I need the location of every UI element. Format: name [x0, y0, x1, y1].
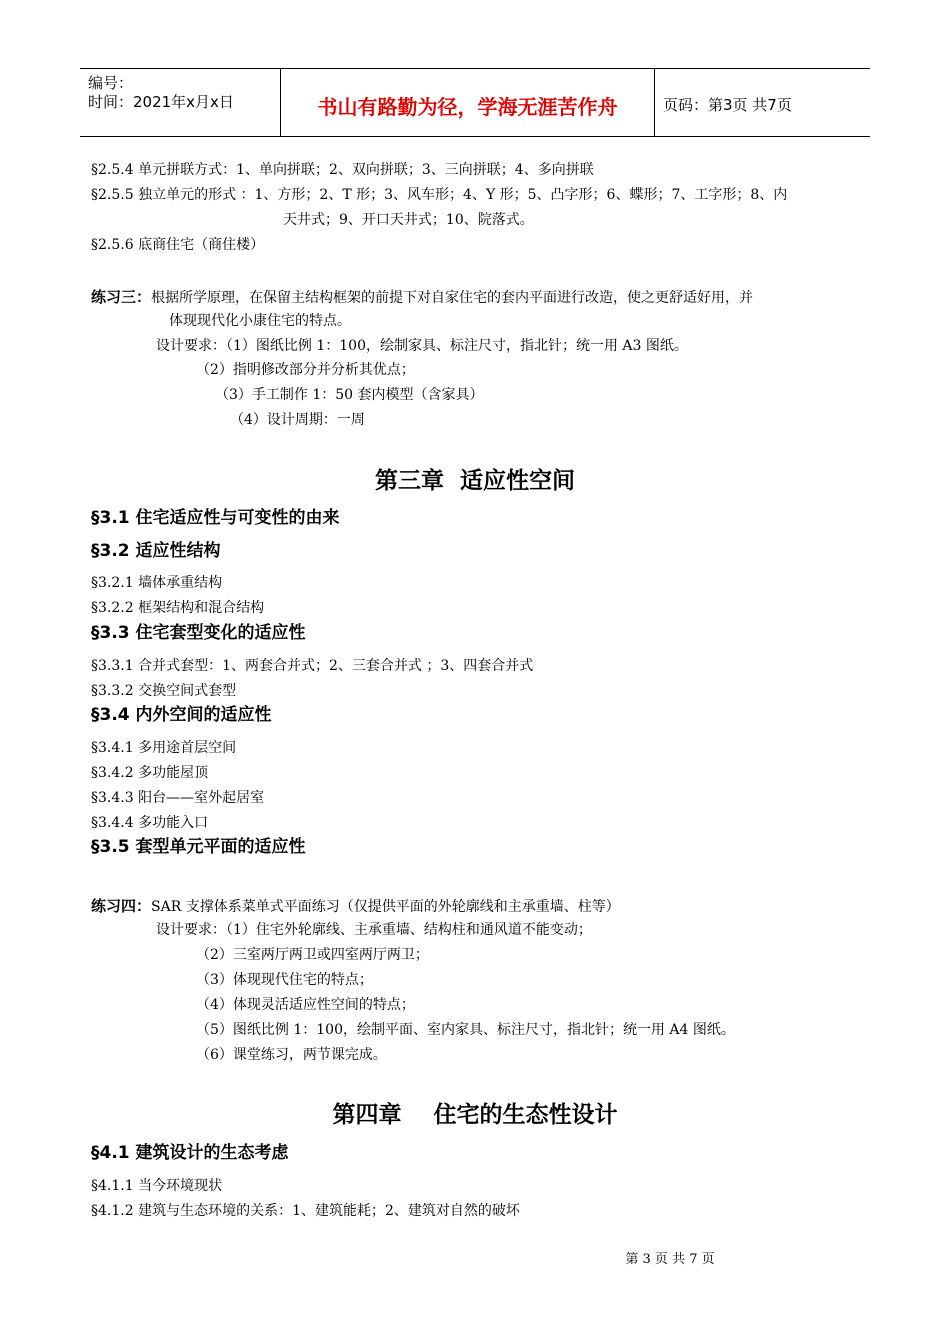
exercise-3-intro: [91, 288, 753, 307]
section-3-3-1: §3.3.1 合并式套型：1、两套合并式；2、三套合并式 ；3、四套合并式: [91, 658, 534, 674]
section-3-2-heading: §3.2 适应性结构: [91, 541, 221, 561]
section-3-1-heading: §3.1 住宅适应性与可变性的由来: [91, 508, 340, 528]
exercise-3-requirement-4: （4）设计周期：一周: [230, 412, 365, 428]
page-header: [80, 68, 870, 137]
section-3-4-4: §3.4.4 多功能入口: [91, 815, 209, 831]
section-3-4-1: §3.4.1 多用途首层空间: [91, 740, 237, 756]
section-2-5-5: §2.5.5 独立单元的形式 ：1、方形；2、T 形；3、风车形；4、Y 形；5、凸字形；6、蝶形；7、工字形；8、内: [91, 187, 788, 203]
section-3-2-2: §3.2.2 框架结构和混合结构: [91, 600, 265, 616]
exercise-4-requirement-2: （2）三室两厅两卫或四室两厅两卫；: [196, 947, 429, 963]
exercise-4-requirement-5: （5）图纸比例 1：100，绘制平面、室内家具、标注尺寸，指北针；统一用 A4 图纸。: [196, 1022, 735, 1038]
exercise-3-text-continued: 体现现代化小康住宅的特点。: [169, 313, 351, 329]
section-3-5-heading: §3.5 套型单元平面的适应性: [91, 837, 306, 857]
exercise-4-text: SAR 支撑体系菜单式平面练习（仅提供平面的外轮廓线和主承重墙、柱等）: [151, 899, 620, 915]
exercise-3-text: 根据所学原理，在保留主结构框架的前提下对自家住宅的套内平面进行改造，使之更舒适好用，并: [151, 290, 754, 306]
exercise-3-requirement-1: 设计要求：（1）图纸比例 1：100，绘制家具、标注尺寸，指北针；统一用 A3 图纸。: [156, 338, 688, 354]
section-4-1-heading: §4.1 建筑设计的生态考虑: [91, 1143, 289, 1163]
exercise-3-requirement-2: （2）指明修改部分并分析其优点；: [196, 362, 415, 378]
document-number-label: 编号：: [88, 74, 134, 92]
section-4-1-2: §4.1.2 建筑与生态环境的关系：1、建筑能耗；2、建筑对自然的破坏: [91, 1203, 520, 1219]
section-3-2-1: §3.2.1 墙体承重结构: [91, 575, 223, 591]
page-footer: 第 3 页 共 7 页: [625, 1252, 715, 1267]
section-3-3-2: §3.3.2 交换空间式套型: [91, 683, 237, 699]
header-page-code: 页码：第3页 共7页: [663, 96, 792, 114]
header-left-cell: [80, 69, 281, 136]
section-3-3-heading: §3.3 住宅套型变化的适应性: [91, 623, 306, 643]
chapter-3-title: 第三章 适应性空间: [374, 468, 575, 494]
section-3-4-3: §3.4.3 阳台——室外起居室: [91, 790, 265, 806]
exercise-4-requirement-1: 设计要求：（1）住宅外轮廓线、主承重墙、结构柱和通风道不能变动；: [156, 922, 592, 938]
header-page-cell: [655, 69, 870, 136]
header-motto-cell: [281, 69, 655, 136]
exercise-3-requirement-3: （3）手工制作 1：50 套内模型（含家具）: [215, 387, 484, 403]
section-4-1-1: §4.1.1 当今环境现状: [91, 1178, 223, 1194]
exercise-4-intro: [91, 897, 620, 916]
exercise-4-label: 练习四：: [91, 897, 152, 915]
header-motto: 书山有路勤为径，学海无涯苦作舟: [317, 95, 618, 119]
section-3-4-2: §3.4.2 多功能屋顶: [91, 765, 209, 781]
section-2-5-4: §2.5.4 单元拼联方式：1、单向拼联；2、双向拼联；3、三向拼联；4、多向拼联: [91, 162, 594, 178]
exercise-4-requirement-4: （4）体现灵活适应性空间的特点；: [196, 997, 415, 1013]
document-date: 时间：2021年x月x日: [88, 93, 234, 111]
chapter-4-title: 第四章 住宅的生态性设计: [332, 1102, 618, 1128]
section-3-4-heading: §3.4 内外空间的适应性: [91, 705, 272, 725]
exercise-3-label: 练习三：: [91, 288, 152, 306]
section-2-5-5-continued: 天井式；9、开口天井式；10、院落式。: [283, 212, 534, 228]
section-2-5-6: §2.5.6 底商住宅（商住楼）: [91, 237, 265, 253]
exercise-4-requirement-6: （6）课堂练习，两节课完成。: [196, 1047, 387, 1063]
exercise-4-requirement-3: （3）体现现代住宅的特点；: [196, 972, 373, 988]
